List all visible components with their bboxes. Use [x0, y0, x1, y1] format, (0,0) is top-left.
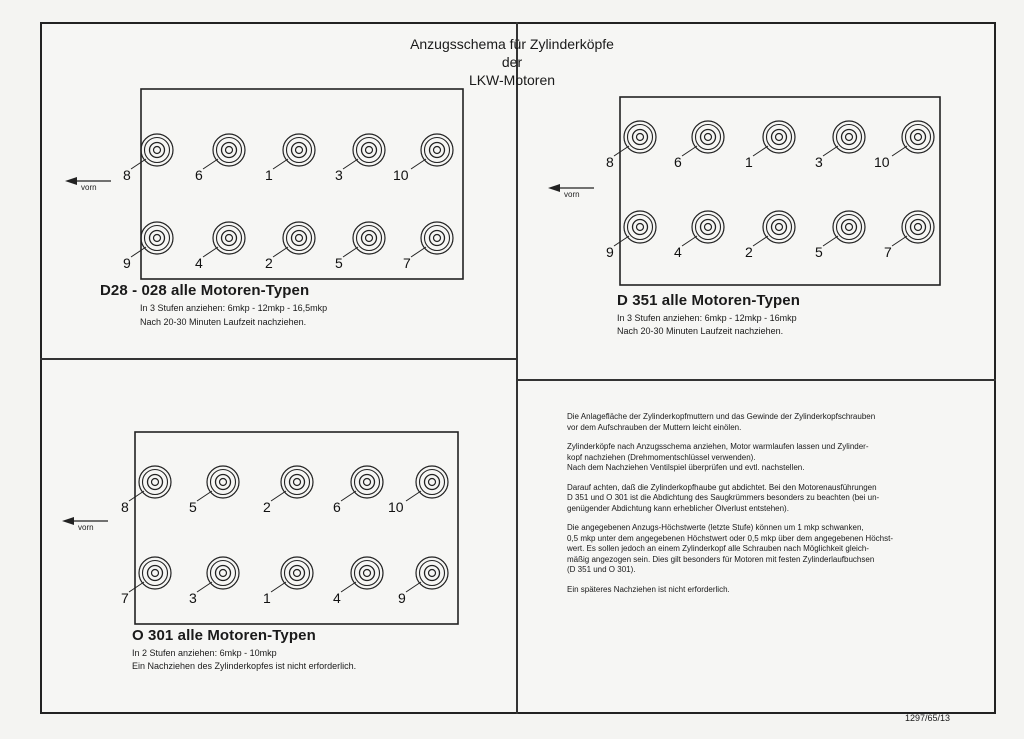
bolt-stud: [294, 570, 301, 577]
instruction-line: vor dem Aufschrauben der Muttern leicht einölen.: [567, 422, 742, 432]
bolt-washer: [283, 222, 315, 254]
tightening-order-number: 3: [335, 167, 343, 183]
bolt-washer: [281, 557, 313, 589]
instructions-block: [567, 412, 967, 595]
instruction-line: wert. Es sollen jedoch an einem Zylinderkopf alle Schrauben nach Möglichkeit gleich-: [567, 544, 869, 553]
leader-line: [614, 236, 629, 246]
leader-line: [203, 159, 218, 169]
bolt-washer: [283, 134, 315, 166]
front-arrow-icon: [548, 184, 560, 192]
diagram-1-heading: D28 - 028 alle Motoren-Typen: [100, 282, 310, 299]
leader-line: [406, 582, 421, 592]
leader-line: [823, 146, 838, 156]
bolt-stud: [915, 224, 922, 231]
diagram-2-line-1: In 3 Stufen anziehen: 6mkp - 12mkp - 16mkp: [617, 313, 797, 323]
tightening-order-number: 6: [674, 154, 682, 170]
leader-line: [129, 491, 144, 501]
bolt-nut-icon: [287, 226, 312, 251]
instruction-line: mäßig angezogen sein. Dies gilt besonders für Motoren mit festen Zylinderlaufbuchsen: [567, 554, 875, 564]
instruction-line: Nach dem Nachziehen Ventilspiel überprüfen und evtl. nachstellen.: [567, 463, 805, 472]
leader-line: [131, 159, 146, 169]
bolt-washer: [207, 466, 239, 498]
tightening-order-number: 2: [745, 244, 753, 260]
bolt-hex: [222, 231, 237, 246]
tightening-order-number: 9: [123, 255, 131, 271]
leader-line: [892, 146, 907, 156]
bolt-stud: [152, 479, 159, 486]
leader-line: [753, 146, 768, 156]
bolt-hex: [290, 566, 305, 581]
front-label: vorn: [81, 183, 97, 192]
bolt-washer: [421, 134, 453, 166]
bolt-stud: [294, 479, 301, 486]
bolt-stud: [434, 147, 441, 154]
tightening-order-number: 5: [815, 244, 823, 260]
bolt-stud: [296, 235, 303, 242]
bolt-stud: [846, 134, 853, 141]
bolt-nut-icon: [143, 561, 168, 586]
tightening-order-number: 2: [265, 255, 273, 271]
bolt-washer: [139, 557, 171, 589]
bolt-stud: [705, 134, 712, 141]
tightening-order-number: 1: [745, 154, 753, 170]
tightening-order-number: 7: [121, 590, 129, 606]
bolt-washer: [141, 222, 173, 254]
bolt-nut-icon: [145, 226, 170, 251]
bolt-stud: [364, 479, 371, 486]
bolt-washer: [281, 466, 313, 498]
bolt-washer: [141, 134, 173, 166]
tightening-order-number: 9: [398, 590, 406, 606]
bolt-stud: [226, 147, 233, 154]
diagram-1-line-2: Nach 20-30 Minuten Laufzeit nachziehen.: [140, 317, 307, 327]
tightening-order-number: 8: [606, 154, 614, 170]
bolt-washer: [833, 121, 865, 153]
bolt-washer: [902, 211, 934, 243]
bolt-hex: [425, 566, 440, 581]
bolt-washer: [207, 557, 239, 589]
instruction-paragraph-5: [567, 585, 967, 596]
front-arrow-icon: [65, 177, 77, 185]
leader-line: [892, 236, 907, 246]
bolt-hex: [292, 143, 307, 158]
bolt-hex: [360, 566, 375, 581]
leader-line: [411, 159, 426, 169]
bolt-washer: [421, 222, 453, 254]
instruction-line: genügender Abdichtung kann erheblicher Ölverlust entstehen).: [567, 503, 789, 513]
bolt-nut-icon: [357, 226, 382, 251]
title-line-3: LKW-Motoren: [468, 72, 556, 88]
bolt-nut-icon: [837, 215, 862, 240]
leader-line: [273, 159, 288, 169]
leader-line: [614, 146, 629, 156]
bolt-hex: [842, 130, 857, 145]
instruction-line: (D 351 und O 301).: [567, 565, 636, 574]
bolt-nut-icon: [211, 561, 236, 586]
bolt-nut-icon: [628, 215, 653, 240]
bolt-nut-icon: [696, 215, 721, 240]
tightening-order-number: 10: [388, 499, 404, 515]
tightening-order-number: 2: [263, 499, 271, 515]
bolt-washer: [763, 121, 795, 153]
diagram-1-line-1: In 3 Stufen anziehen: 6mkp - 12mkp - 16,5mkp: [140, 303, 328, 313]
leader-line: [411, 247, 426, 257]
bolt-stud: [637, 134, 644, 141]
front-arrow-icon: [62, 517, 74, 525]
bolt-hex: [772, 130, 787, 145]
tightening-order-number: 4: [333, 590, 341, 606]
bolt-washer: [351, 557, 383, 589]
bolt-nut-icon: [357, 138, 382, 163]
leader-line: [129, 582, 144, 592]
bolt-washer: [213, 134, 245, 166]
tightening-order-number: 1: [265, 167, 273, 183]
bolt-hex: [772, 220, 787, 235]
bolt-stud: [226, 235, 233, 242]
bolt-hex: [148, 475, 163, 490]
instruction-line: 0,5 mkp unter dem angegebenen Höchstwert oder 0,5 mkp über dem angegebenen Höchst-: [567, 533, 893, 543]
leader-line: [753, 236, 768, 246]
leader-line: [271, 491, 286, 501]
bolt-stud: [366, 147, 373, 154]
bolt-stud: [434, 235, 441, 242]
tightening-order-number: 3: [815, 154, 823, 170]
leader-line: [682, 146, 697, 156]
cylinder-head-outline: [135, 432, 458, 624]
bolt-hex: [222, 143, 237, 158]
diagram-3-line-1: In 2 Stufen anziehen: 6mkp - 10mkp: [132, 648, 277, 658]
document-reference: 1297/65/13: [905, 713, 951, 723]
bolt-hex: [425, 475, 440, 490]
instruction-line: Die angegebenen Anzugs-Höchstwerte (letzte Stufe) können um 1 mkp schwanken,: [567, 523, 864, 532]
instruction-line: Darauf achten, daß die Zylinderkopfhaube gut abdichtet. Bei den Motorenausführungen: [567, 482, 877, 492]
cylinder-head-outline: [620, 97, 940, 285]
bolt-nut-icon: [767, 215, 792, 240]
leader-line: [823, 236, 838, 246]
bolt-washer: [624, 121, 656, 153]
bolt-stud: [364, 570, 371, 577]
bolt-hex: [148, 566, 163, 581]
leader-line: [203, 247, 218, 257]
bolt-nut-icon: [211, 470, 236, 495]
bolt-stud: [366, 235, 373, 242]
leader-line: [343, 159, 358, 169]
bolt-stud: [915, 134, 922, 141]
instruction-line: Ein späteres Nachziehen ist nicht erforderlich.: [567, 584, 730, 594]
leader-line: [271, 582, 286, 592]
bolt-hex: [842, 220, 857, 235]
instruction-paragraph-4: [567, 523, 967, 576]
bolt-stud: [152, 570, 159, 577]
leader-line: [343, 247, 358, 257]
bolt-stud: [154, 147, 161, 154]
bolt-hex: [430, 143, 445, 158]
leader-line: [131, 247, 146, 257]
tightening-order-number: 10: [393, 167, 409, 183]
instruction-line: Zylinderköpfe nach Anzugsschema anziehen, Motor warmlaufen lassen und Zylinder-: [567, 442, 869, 451]
front-label: vorn: [78, 523, 94, 532]
leader-line: [273, 247, 288, 257]
bolt-nut-icon: [217, 138, 242, 163]
tightening-order-number: 4: [674, 244, 682, 260]
bolt-washer: [763, 211, 795, 243]
bolt-nut-icon: [906, 215, 931, 240]
tightening-order-number: 7: [403, 255, 411, 271]
bolt-washer: [213, 222, 245, 254]
diagram-3-line-2: Ein Nachziehen des Zylinderkopfes ist nicht erforderlich.: [132, 661, 357, 671]
bolt-nut-icon: [425, 226, 450, 251]
bolt-nut-icon: [767, 125, 792, 150]
bolt-hex: [701, 130, 716, 145]
bolt-washer: [692, 211, 724, 243]
instruction-line: Die Anlagefläche der Zylinderkopfmuttern und das Gewinde der Zylinderkopfschrauben: [567, 412, 876, 421]
bolt-stud: [776, 134, 783, 141]
tightening-order-number: 5: [335, 255, 343, 271]
leader-line: [682, 236, 697, 246]
bolt-hex: [362, 143, 377, 158]
bolt-hex: [216, 566, 231, 581]
bolt-washer: [833, 211, 865, 243]
bolt-washer: [692, 121, 724, 153]
bolt-nut-icon: [355, 470, 380, 495]
bolt-stud: [846, 224, 853, 231]
tightening-order-number: 1: [263, 590, 271, 606]
bolt-nut-icon: [420, 470, 445, 495]
bolt-stud: [429, 479, 436, 486]
tightening-order-number: 7: [884, 244, 892, 260]
tightening-order-number: 5: [189, 499, 197, 515]
instruction-line: kopf nachziehen (Drehmomentschlüssel verwenden).: [567, 452, 756, 462]
instruction-paragraph-2: [567, 442, 967, 474]
bolt-nut-icon: [285, 470, 310, 495]
tightening-order-number: 8: [123, 167, 131, 183]
bolt-stud: [296, 147, 303, 154]
diagram-3-heading: O 301 alle Motoren-Typen: [132, 627, 316, 644]
diagram-2-line-2: Nach 20-30 Minuten Laufzeit nachziehen.: [617, 326, 784, 336]
bolt-nut-icon: [217, 226, 242, 251]
bolt-hex: [216, 475, 231, 490]
bolt-stud: [637, 224, 644, 231]
bolt-washer: [624, 211, 656, 243]
tightening-order-number: 6: [195, 167, 203, 183]
tightening-order-number: 4: [195, 255, 203, 271]
bolt-nut-icon: [285, 561, 310, 586]
bolt-hex: [360, 475, 375, 490]
instruction-paragraph-3: [567, 483, 967, 515]
bolt-nut-icon: [355, 561, 380, 586]
tightening-order-number: 8: [121, 499, 129, 515]
bolt-hex: [633, 130, 648, 145]
bolt-nut-icon: [420, 561, 445, 586]
bolt-washer: [139, 466, 171, 498]
bolt-nut-icon: [696, 125, 721, 150]
bolt-hex: [430, 231, 445, 246]
bolt-hex: [701, 220, 716, 235]
leader-line: [406, 491, 421, 501]
tightening-order-number: 10: [874, 154, 890, 170]
title-line-2: der: [501, 54, 523, 70]
bolt-stud: [220, 479, 227, 486]
leader-line: [197, 491, 212, 501]
instruction-paragraph-1: [567, 412, 967, 433]
bolt-stud: [429, 570, 436, 577]
bolt-hex: [292, 231, 307, 246]
bolt-nut-icon: [425, 138, 450, 163]
bolt-stud: [776, 224, 783, 231]
leader-line: [341, 582, 356, 592]
leader-line: [197, 582, 212, 592]
bolt-washer: [416, 557, 448, 589]
bolt-nut-icon: [628, 125, 653, 150]
tightening-order-number: 3: [189, 590, 197, 606]
bolt-nut-icon: [145, 138, 170, 163]
bolt-hex: [362, 231, 377, 246]
front-label: vorn: [564, 190, 580, 199]
bolt-hex: [150, 143, 165, 158]
leader-line: [341, 491, 356, 501]
bolt-washer: [353, 134, 385, 166]
bolt-hex: [290, 475, 305, 490]
bolt-washer: [416, 466, 448, 498]
bolt-hex: [911, 130, 926, 145]
tightening-order-number: 9: [606, 244, 614, 260]
bolt-stud: [154, 235, 161, 242]
bolt-washer: [902, 121, 934, 153]
bolt-nut-icon: [906, 125, 931, 150]
bolt-nut-icon: [837, 125, 862, 150]
bolt-nut-icon: [287, 138, 312, 163]
bolt-stud: [220, 570, 227, 577]
bolt-hex: [911, 220, 926, 235]
bolt-stud: [705, 224, 712, 231]
tightening-order-number: 6: [333, 499, 341, 515]
title-line-1: Anzugsschema für Zylinderköpfe: [410, 36, 614, 52]
diagram-2-heading: D 351 alle Motoren-Typen: [617, 292, 800, 309]
bolt-washer: [351, 466, 383, 498]
bolt-hex: [633, 220, 648, 235]
bolt-hex: [150, 231, 165, 246]
bolt-nut-icon: [143, 470, 168, 495]
instruction-line: D 351 und O 301 ist die Abdichtung des Saugkrümmers besonders zu beachten (bei un-: [567, 493, 880, 502]
bolt-washer: [353, 222, 385, 254]
